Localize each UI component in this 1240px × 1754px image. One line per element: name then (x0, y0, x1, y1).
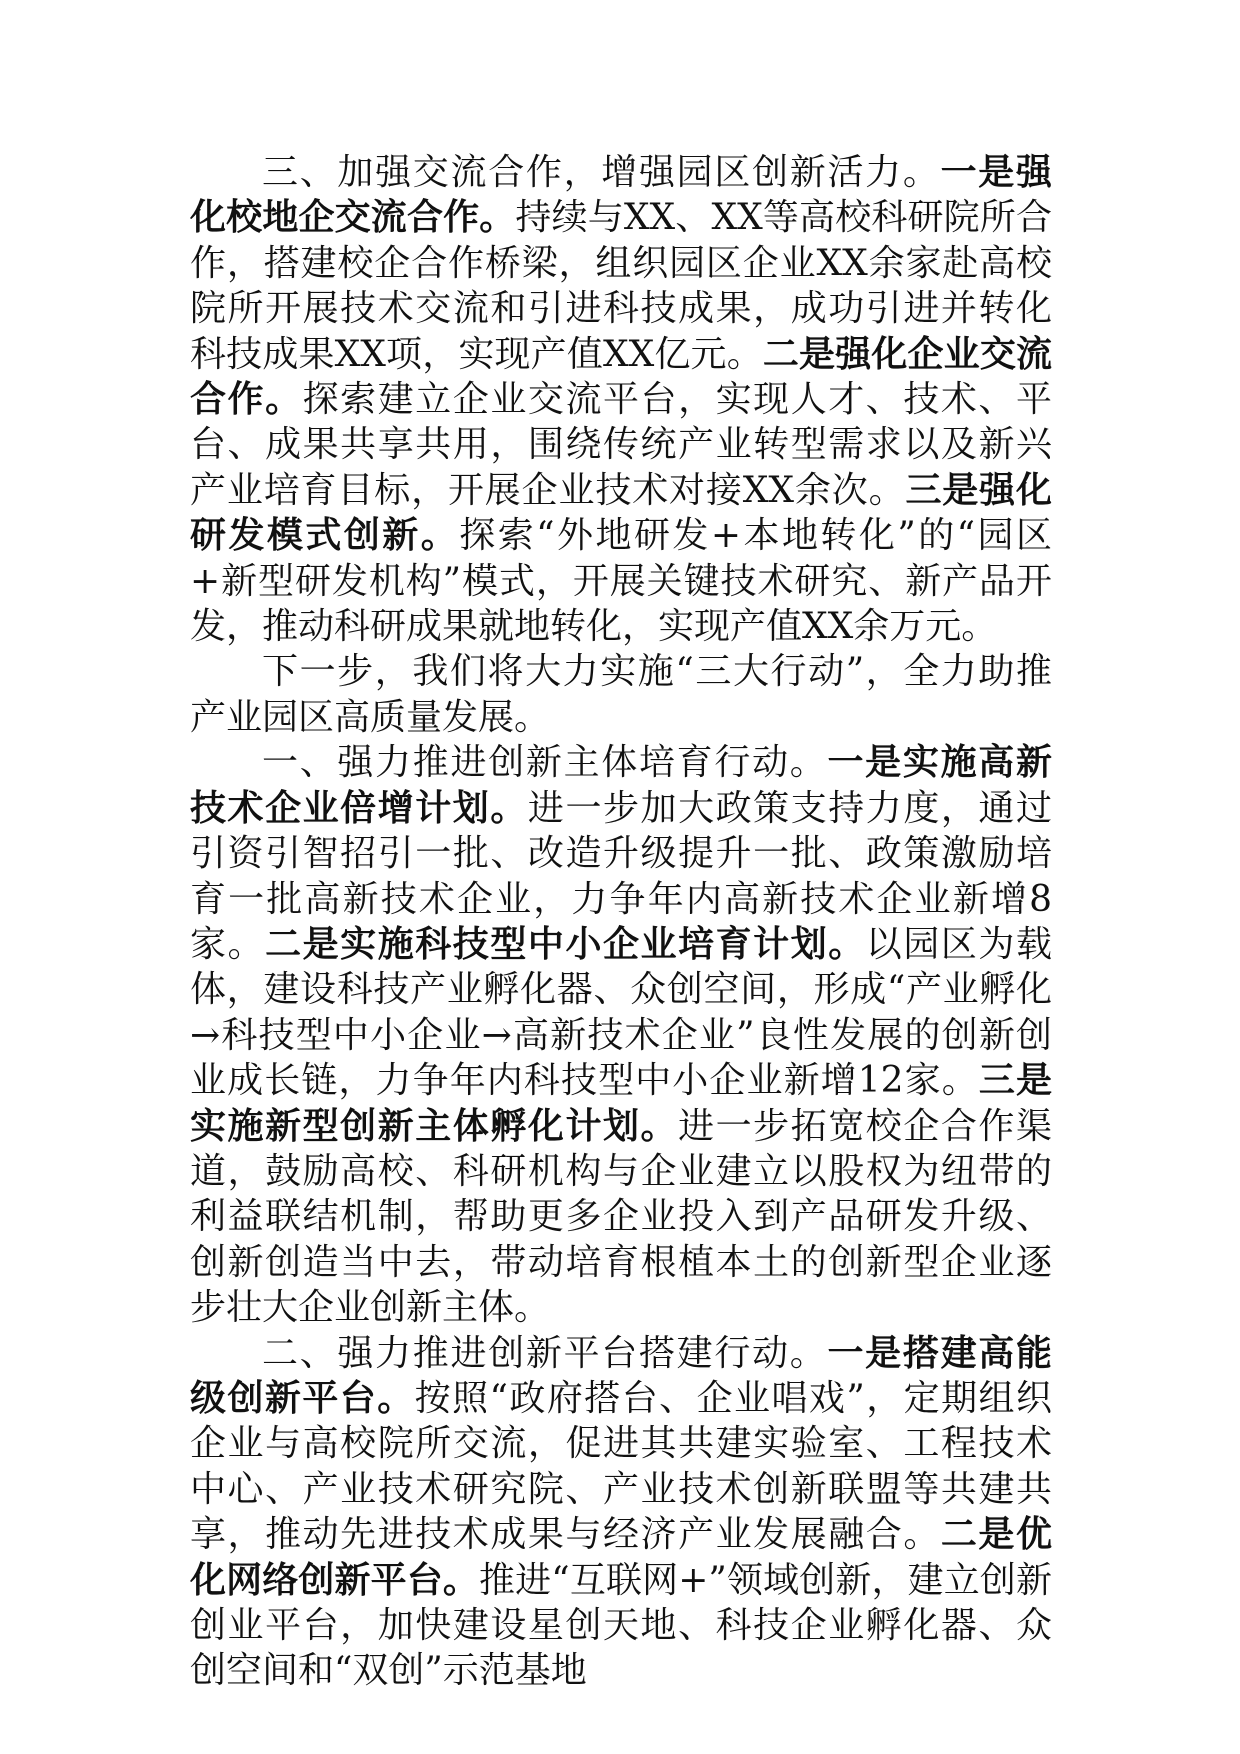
document-page (190, 150, 1052, 1694)
text-enterprise-exchange: 探索建立企业交流平台，实现人才、技术、平台、成果共享共用，围绕传统产业转型需求以及新兴产业培育目标，开展企业技术对接XX余次。 (190, 379, 1052, 511)
heading-innovation-subject: 一、强力推进创新主体培育行动。 (262, 742, 828, 784)
bold-point-school-enterprise: 一是强化校地企交流合作。 (190, 152, 1052, 239)
paragraph-next-step (190, 649, 1052, 740)
bold-point-rd-model: 三是强化研发模式创新。 (190, 469, 1052, 557)
paragraph-innovation-platform (190, 1331, 1052, 1694)
bold-point-network-platform: 二是优化网络创新平台。 (190, 1514, 1052, 1601)
bold-point-sme-cultivation: 二是实施科技型中小企业培育计划。 (265, 923, 866, 965)
paragraph-exchange-cooperation (190, 150, 1052, 649)
bold-point-hightech-doubling: 一是实施高新技术企业倍增计划。 (190, 742, 1052, 829)
text-high-level-platform: 按照“政府搭台、企业唱戏”，定期组织企业与高校院所交流，促进其共建实验室、工程技术中心、产业技术研究院、产业技术创新联盟等共建共享，推动先进技术成果与经济产业发展融合。 (190, 1377, 1052, 1556)
text-new-subject-incubation: 进一步拓宽校企合作渠道，鼓励高校、科研机构与企业建立以股权为纽带的利益联结机制，帮助更多企业投入到产品研发升级、创新创造当中去，带动培育根植本土的创新型企业逐步壮大企业创新主体。 (190, 1105, 1052, 1329)
heading-innovation-platform: 二、强力推进创新平台搭建行动。 (262, 1332, 828, 1374)
text-sme-cultivation: 以园区为载体，建设科技产业孵化器、众创空间，形成“产业孵化→科技型中小企业→高新技术企业”良性发展的创新创业成长链，力争年内科技型中小企业新增12家。 (190, 923, 1052, 1102)
text-network-platform: 推进“互联网+”领域创新，建立创新创业平台，加快建设星创天地、科技企业孵化器、众创空间和“双创”示范基地 (190, 1559, 1052, 1692)
bold-point-enterprise-exchange: 二是强化企业交流合作。 (190, 333, 1052, 421)
text-hightech-doubling: 进一步加大政策支持力度，通过引资引智招引一批、改造升级提升一批、政策激励培育一批高新技术企业，力争年内高新技术企业新增8家。 (190, 787, 1052, 965)
text-school-enterprise: 持续与XX、XX等高校科研院所合作，搭建校企合作桥梁，组织园区企业XX余家赴高校院所开展技术交流和引进科技成果，成功引进并转化科技成果XX项，实现产值XX亿元。 (190, 197, 1052, 375)
paragraph-innovation-subject (190, 740, 1052, 1330)
bold-point-high-level-platform: 一是搭建高能级创新平台。 (190, 1332, 1052, 1419)
bold-point-new-subject-incubation: 三是实施新型创新主体孵化计划。 (190, 1060, 1052, 1147)
text-rd-model: 探索“外地研发+本地转化”的“园区+新型研发机构”模式，开展关键技术研究、新产品开发，推动科研成果就地转化，实现产值XX余万元。 (190, 515, 1052, 648)
text-next-step: 下一步，我们将大力实施“三大行动”，全力助推产业园区高质量发展。 (190, 651, 1052, 738)
heading-exchange-cooperation: 三、加强交流合作，增强园区创新活力。 (262, 152, 941, 193)
